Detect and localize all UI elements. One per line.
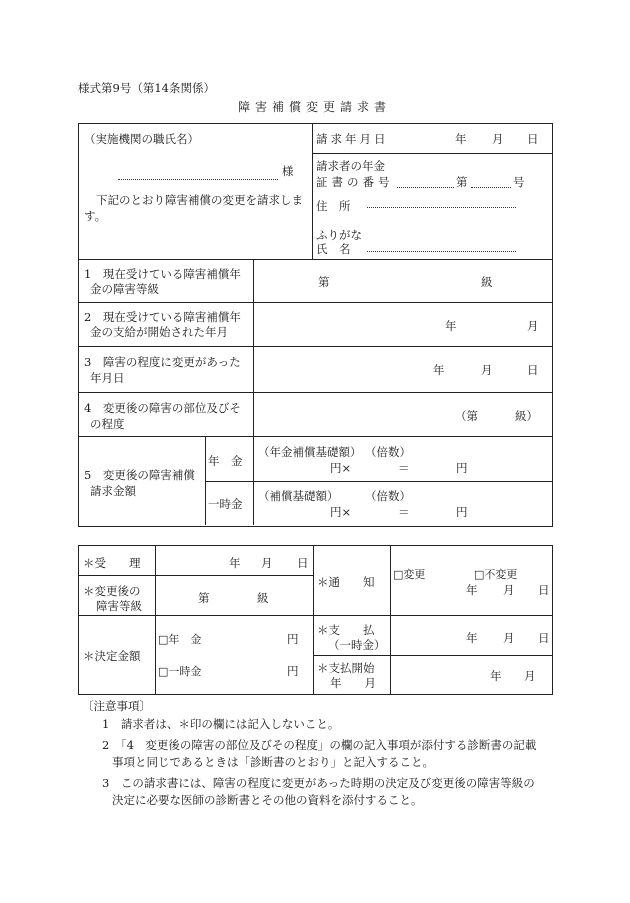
pension-number-line2[interactable]: [471, 187, 511, 188]
grade-dai: 第: [198, 591, 210, 605]
pension-multiplier-label: （倍数）: [365, 445, 411, 459]
received-year: 年: [229, 556, 241, 570]
lump-yen: 円: [456, 505, 468, 519]
row4-label-line2: の程度: [90, 417, 125, 431]
sama-label: 様: [282, 164, 294, 178]
pay-start-label-line1: ＊支払開始: [317, 661, 375, 675]
lump-checkbox[interactable]: □一時金: [158, 665, 202, 678]
payment-month: 月: [503, 631, 515, 645]
row5-label-line2: 請求金額: [90, 484, 136, 498]
note-3-line2: 決定に必要な医師の診断書とその他の資料を添付すること。: [112, 793, 423, 807]
lump-basis-label: （補償基礎額）: [258, 489, 339, 503]
pension-label-line1: 請求者の年金: [316, 159, 385, 173]
lump-equals: ＝: [398, 505, 410, 519]
payment-day: 日: [538, 631, 550, 645]
row2-label-line2: 金の支給が開始された年月: [90, 325, 228, 339]
row1-kyu: 級: [481, 275, 493, 289]
pension-dai: 第: [456, 175, 468, 189]
pension-checkbox[interactable]: □年 金: [158, 633, 202, 646]
row3-month: 月: [481, 363, 493, 377]
decided-amount-label: ＊決定金額: [83, 649, 141, 663]
name-label: 氏 名: [316, 242, 351, 256]
pay-start-label-line2: 年 月: [330, 676, 376, 690]
request-date-year: 年: [455, 132, 467, 146]
payment-label-line2: （一時金）: [328, 638, 386, 652]
row5-pension-sub: 年 金: [208, 454, 243, 468]
row4-open: （第: [455, 409, 478, 423]
notes-heading: 〔注意事項〕: [82, 699, 151, 713]
name-line[interactable]: [367, 251, 516, 252]
note-3-line1: 3 この請求書には、障害の程度に変更があった時期の決定及び変更後の障害等級の: [102, 776, 535, 790]
request-text-line1: 下記のとおり障害補償の変更を請求しま: [96, 193, 303, 207]
row5-lump-sub: 一時金: [208, 497, 243, 511]
request-date-day: 日: [527, 132, 539, 146]
note-2-line1: 2 「4 変更後の障害の部位及びその程度」の欄の記入事項が添付する診断書の記載: [102, 738, 537, 752]
pension-gou: 号: [513, 175, 525, 189]
lump-yen-times: 円×: [330, 505, 352, 519]
change-checkbox[interactable]: □変更: [393, 568, 426, 581]
row3-day: 日: [527, 363, 539, 377]
pension-basis-label: （年金補償基礎額）: [258, 445, 362, 459]
row1-label-line2: 金の障害等級: [90, 282, 159, 296]
payment-label-line1: ＊支 払: [317, 623, 375, 637]
request-date-label: 請求年月日: [316, 132, 389, 146]
lump-multiplier-label: （倍数）: [365, 489, 411, 503]
row3-label-line1: 3 障害の程度に変更があった: [84, 355, 241, 369]
furigana-label: ふりがな: [316, 228, 362, 242]
row4-close: 級）: [515, 409, 538, 423]
pension-equals: ＝: [398, 461, 410, 475]
request-text-line2: す。: [84, 209, 107, 223]
notify-month: 月: [503, 583, 515, 597]
grade-label-line1: ＊変更後の: [83, 584, 141, 598]
institution-name-line[interactable]: [118, 179, 278, 180]
address-line[interactable]: [367, 207, 516, 208]
pay-start-year: 年: [490, 669, 502, 683]
pension-label-line2: 証書の番号: [316, 175, 394, 189]
pension-yen-times: 円×: [330, 461, 352, 475]
row1-dai: 第: [318, 275, 330, 289]
pension-yen: 円: [456, 461, 468, 475]
note-2-line2: 事項と同じであるときは「診断書のとおり」と記入すること。: [112, 755, 434, 769]
row3-year: 年: [433, 363, 445, 377]
pension-number-line[interactable]: [397, 187, 454, 188]
received-day: 日: [297, 556, 309, 570]
pay-start-month: 月: [524, 669, 536, 683]
form-title: 障害補償変更請求書: [238, 100, 392, 114]
lump-yen: 円: [287, 664, 299, 678]
payment-year: 年: [466, 631, 478, 645]
note-1: 1 請求者は、＊印の欄には記入しないこと。: [102, 717, 340, 731]
institution-label: （実施機関の職氏名）: [84, 132, 199, 146]
row5-label-line1: 5 変更後の障害補償: [84, 468, 195, 482]
grade-label-line2: 障害等級: [96, 599, 142, 613]
notify-day: 日: [538, 583, 550, 597]
row3-label-line2: 年月日: [90, 371, 125, 385]
row4-label-line1: 4 変更後の障害の部位及びそ: [84, 401, 241, 415]
request-date-month: 月: [492, 132, 504, 146]
grade-kyu: 級: [257, 591, 269, 605]
notify-year: 年: [466, 583, 478, 597]
pension-yen: 円: [287, 632, 299, 646]
form-number: 様式第9号（第14条関係）: [78, 81, 215, 95]
row2-year: 年: [445, 319, 457, 333]
address-label: 住 所: [316, 199, 351, 213]
row2-label-line1: 2 現在受けている障害補償年: [84, 310, 241, 324]
notify-label: ＊通 知: [317, 575, 375, 589]
no-change-checkbox[interactable]: □不変更: [474, 568, 518, 581]
row1-label-line1: 1 現在受けている障害補償年: [84, 267, 241, 281]
received-label: ＊受 理: [83, 556, 141, 570]
received-month: 月: [261, 556, 273, 570]
row2-month: 月: [527, 319, 539, 333]
